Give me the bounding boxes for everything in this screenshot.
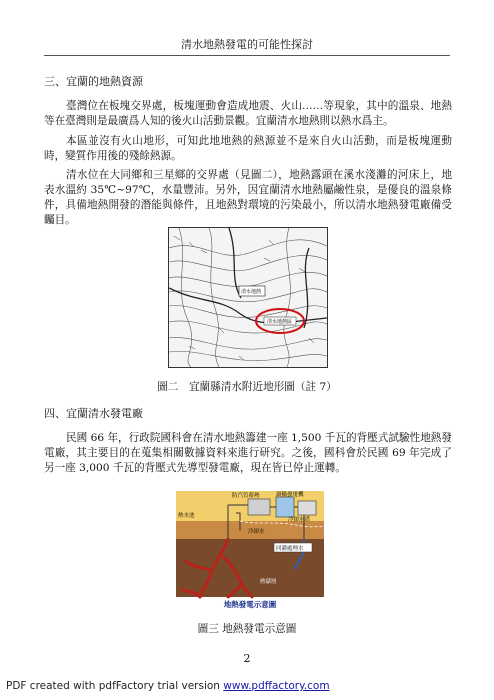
topographic-map-figure <box>168 227 328 368</box>
svg-text:清水地熱區: 清水地熱區 <box>267 319 293 325</box>
diagram-title: 地熱發電示意圖 <box>223 600 277 609</box>
label-cooling-tower: 冷卻水塔 <box>288 517 311 523</box>
page-number: 2 <box>243 652 251 665</box>
paragraph-qingshui-location: 清水位在大同鄉和三星鄉的交界處（見圖二），地熱露頭在溪水淺灘的河床上，地表水溫約 35℃~97℃，水量豐沛。另外，因宜蘭清水地熱屬鹼性泉，是優良的溫泉條件，具備地熱開發的潛能與條件，且地熱對環境的污染最小，所以清水地熱發電廠備受矚目。 <box>44 169 452 226</box>
footer-link[interactable]: www.pdffactory.com <box>223 680 330 692</box>
topographic-map-image <box>169 228 327 367</box>
geothermal-power-diagram-image <box>176 491 324 611</box>
label-steam-storage: 防汽管蓄熱 <box>232 493 260 499</box>
geothermal-power-diagram <box>176 491 324 611</box>
figure2-caption: 圖二 宜蘭縣清水附近地形圖（註 7） <box>157 381 337 393</box>
page-header: 清水地熱發電的可能性探討 <box>181 38 313 51</box>
header-rule <box>44 55 450 56</box>
label-hot-water-pool: 熱水池 <box>178 513 195 519</box>
paragraph-taiwan-plates: 臺灣位在板塊交界處，板塊運動會造成地震、火山……等現象，其中的溫泉、地熱等在臺灣則是最廣爲人知的後火山活動景觀。宜蘭清水地熱則以熱水爲主。 <box>44 100 452 127</box>
footer-text: PDF created with pdfFactory trial version <box>6 680 224 692</box>
label-heat-reservoir: 熱儲層 <box>260 579 277 585</box>
paragraph-power-plant-history: 民國 66 年，行政院國科會在清水地熱籌建一座 1,500 千瓦的背壓式試驗性地熱發電廠，其主要目的在蒐集相關數據資料來進行研究。之後，國科會於民國 69 年完成了另一座 3,000 千瓦的背壓式先導型發電廠，現在皆已停止運轉。 <box>44 432 452 474</box>
label-cooling-water: 冷卻水 <box>248 529 265 535</box>
paragraph-heat-source: 本區並沒有火山地形，可知此地地熱的熱源並不是來自火山活動，而是板塊運動時，變質作用後的殘餘熱源。 <box>44 135 452 162</box>
pdf-footer <box>6 680 330 692</box>
svg-text:清水地熱: 清水地熱 <box>241 289 262 295</box>
label-reinjection-water: 回灌處理水 <box>276 546 304 552</box>
section-heading-power-plant: 四、宜蘭清水發電廠 <box>44 407 143 420</box>
label-turbine-generator: 渦輪發電機 <box>276 492 304 498</box>
figure3-caption: 圖三 地熱發電示意圖 <box>197 623 297 635</box>
section-heading-geothermal-resources: 三、宜蘭的地熱資源 <box>44 75 143 88</box>
